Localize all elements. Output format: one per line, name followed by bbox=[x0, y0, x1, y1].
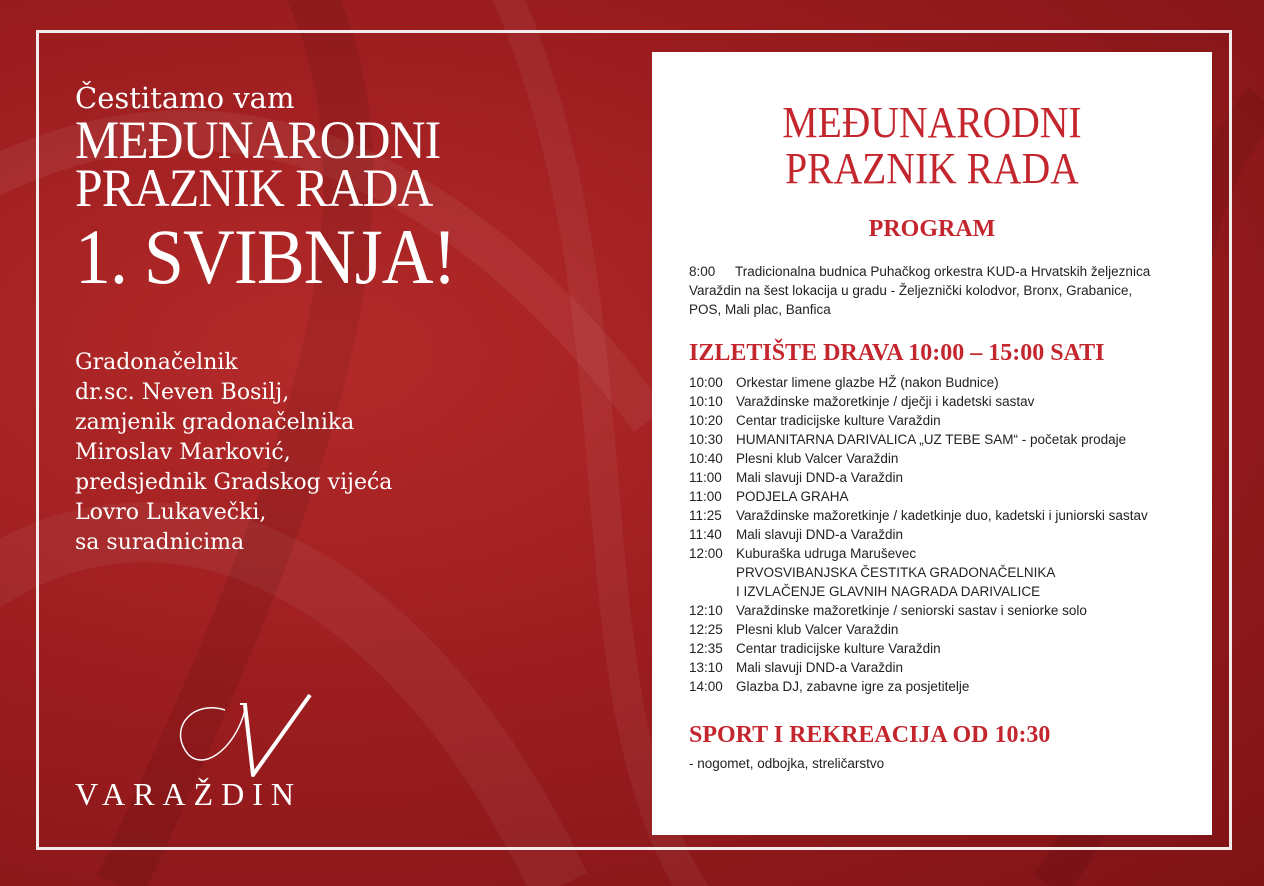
headline-date: 1. SVIBNJA! bbox=[75, 213, 456, 300]
schedule-row: 12:00 Kuburaška udruga Maruševec bbox=[689, 546, 917, 561]
schedule-row: 13:10 Mali slavuji DND-a Varaždin bbox=[689, 660, 904, 675]
section-heading-sport: SPORT I REKREACIJA OD 10:30 bbox=[689, 722, 1051, 748]
schedule-row: 12:10 Varaždinske mažoretkinje / seniorski sastav i seniorke solo bbox=[689, 603, 1087, 618]
schedule-row: 10:30 HUMANITARNA DARIVALICA „UZ TEBE SAM“ - početak prodaje bbox=[689, 432, 1127, 447]
intro-line: Varaždin na šest lokacija u gradu - Željeznički kolodvor, Bronx, Grabanice, bbox=[689, 283, 1133, 298]
schedule-row: 12:35 Centar tradicijske kulture Varaždin bbox=[689, 641, 941, 656]
panel-title-line-1: MEĐUNARODNI bbox=[782, 98, 1082, 147]
greeting-text: Čestitamo vam bbox=[75, 81, 295, 115]
logo-v-icon bbox=[75, 690, 355, 780]
schedule-row: PRVOSVIBANJSKA ČESTITKA GRADONAČELNIKA bbox=[736, 565, 1056, 580]
greeting-block bbox=[75, 80, 595, 558]
schedule-row: 11:00 PODJELA GRAHA bbox=[689, 489, 849, 504]
program-heading: PROGRAM bbox=[868, 216, 996, 242]
headline-line-1: MEĐUNARODNI bbox=[75, 110, 441, 170]
credit-line: Gradonačelnik bbox=[75, 350, 238, 375]
credit-line: dr.sc. Neven Bosilj, bbox=[75, 380, 290, 405]
schedule-list bbox=[689, 373, 1199, 696]
schedule-row: 10:00 Orkestar limene glazbe HŽ (nakon Budnice) bbox=[689, 375, 999, 390]
schedule-row: 10:10 Varaždinske mažoretkinje / dječji i kadetski sastav bbox=[689, 394, 1035, 409]
schedule-row: 12:25 Plesni klub Valcer Varaždin bbox=[689, 622, 899, 637]
logo-wordmark: VARAŽDIN bbox=[75, 776, 302, 812]
panel-title bbox=[652, 100, 1212, 192]
schedule-row: 11:40 Mali slavuji DND-a Varaždin bbox=[689, 527, 904, 542]
program-panel bbox=[652, 52, 1212, 835]
schedule-row: 14:00 Glazba DJ, zabavne igre za posjetitelje bbox=[689, 679, 970, 694]
credit-line: predsjednik Gradskog vijeća bbox=[75, 470, 393, 495]
schedule-row: 11:25 Varaždinske mažoretkinje / kadetkinje duo, kadetski i juniorski sastav bbox=[689, 508, 1148, 523]
headline-line-2: PRAZNIK RADA bbox=[75, 158, 433, 218]
panel-title-line-2: PRAZNIK RADA bbox=[785, 144, 1079, 193]
intro-entry bbox=[689, 262, 1189, 319]
credit-line: Lovro Lukavečki, bbox=[75, 500, 267, 525]
schedule-row: 10:20 Centar tradicijske kulture Varaždin bbox=[689, 413, 941, 428]
varazdin-logo bbox=[75, 690, 355, 820]
schedule-row: I IZVLAČENJE GLAVNIH NAGRADA DARIVALICE bbox=[736, 584, 1041, 599]
credit-line: sa suradnicima bbox=[75, 530, 245, 555]
intro-line: Tradicionalna budnica Puhačkog orkestra KUD-a Hrvatskih željeznica bbox=[735, 264, 1151, 279]
credits-list bbox=[75, 348, 595, 558]
schedule-row: 10:40 Plesni klub Valcer Varaždin bbox=[689, 451, 899, 466]
intro-line: POS, Mali plac, Banfica bbox=[689, 302, 831, 317]
schedule-row: 11:00 Mali slavuji DND-a Varaždin bbox=[689, 470, 904, 485]
credit-line: zamjenik gradonačelnika bbox=[75, 410, 355, 435]
section-heading-drava: IZLETIŠTE DRAVA 10:00 – 15:00 SATI bbox=[689, 340, 1105, 366]
intro-time: 8:00 bbox=[689, 264, 716, 279]
credit-line: Miroslav Marković, bbox=[75, 440, 291, 465]
sport-activities: - nogomet, odbojka, streličarstvo bbox=[689, 756, 885, 771]
